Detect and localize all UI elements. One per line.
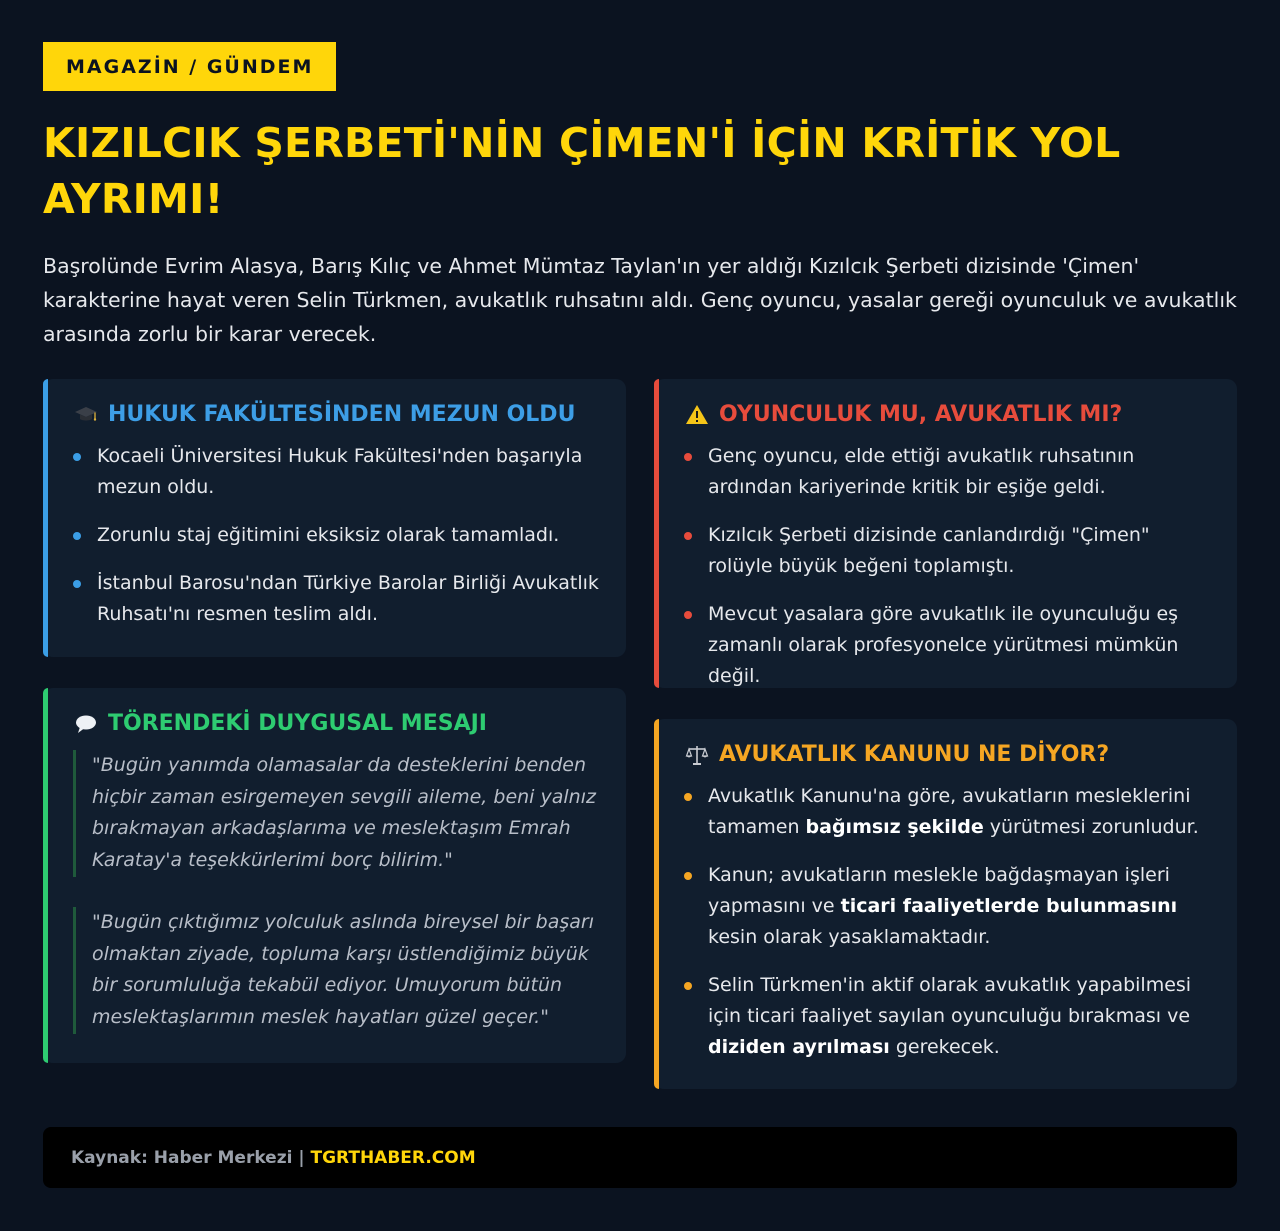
list-item-text: Genç oyuncu, elde ettiği avukatlık ruhsatının ardından kariyerinde kritik bir eşiğe geldi. <box>708 445 1135 498</box>
list-item <box>684 441 1211 503</box>
lead-paragraph: Başrolünde Evrim Alasya, Barış Kılıç ve Ahmet Mümtaz Taylan'ın yer aldığı Kızılcık Şerbeti dizisinde 'Çimen' karakterine hayat veren Selin Türkmen, avukatlık ruhsatını aldı. Genç oyuncu, yasalar gereği oyunculuk ve avukatlık arasında zorlu bir karar verecek. <box>43 254 1237 346</box>
education-title-text: HUKUK FAKÜLTESİNDEN MEZUN OLDU <box>108 402 576 427</box>
list-item-emphasis: ticari faaliyetlerde bulunmasını <box>840 895 1178 917</box>
list-item-text: Selin Türkmen'in aktif olarak avukatlık yapabilmesi için ticari faaliyet sayılan oyunculuğu bırakması ve <box>708 974 1192 1027</box>
education-card <box>43 379 626 657</box>
dilemma-card <box>654 379 1237 688</box>
bullet-dot <box>73 532 81 540</box>
quote: "Bugün çıktığımız yolculuk aslında bireysel bir başarı olmaktan ziyade, topluma karşı üstlendiğimiz büyük bir sorumluluğa tekabül ediyor. Umuyorum bütün meslektaşlarımın meslek hayatları güzel geçer." <box>73 907 600 1034</box>
scales-icon <box>684 742 710 768</box>
education-list <box>73 441 600 630</box>
list-item-text: Zorunlu staj eğitimini eksiksiz olarak tamamladı. <box>97 524 560 546</box>
message-card <box>43 688 626 1063</box>
bullet-dot <box>684 793 692 801</box>
education-card-title <box>73 401 600 429</box>
list-item-text: yürütmesi zorunludur. <box>983 816 1199 838</box>
bullet-dot <box>73 453 81 461</box>
bullet-dot <box>684 532 692 540</box>
dilemma-title-text: OYUNCULUK MU, AVUKATLIK MI? <box>719 402 1123 427</box>
warning-icon <box>684 402 710 428</box>
footer <box>43 1127 1237 1188</box>
law-title-text: AVUKATLIK KANUNU NE DİYOR? <box>719 742 1110 767</box>
bullet-dot <box>684 872 692 880</box>
category-tag: MAGAZİN / GÜNDEM <box>43 42 336 91</box>
dilemma-list <box>684 441 1211 692</box>
brand-link[interactable]: TGRTHABER.COM <box>310 1147 476 1168</box>
list-item-text: Mevcut yasalara göre avukatlık ile oyunculuğu eş zamanlı olarak profesyonelce yürütmesi mümkün değil. <box>708 603 1179 687</box>
bullet-dot <box>73 580 81 588</box>
speech-bubble-icon <box>73 711 99 737</box>
list-item <box>684 970 1211 1063</box>
list-item <box>73 441 600 503</box>
list-item-emphasis: bağımsız şekilde <box>805 816 984 838</box>
message-title-text: TÖRENDEKİ DUYGUSAL MESAJI <box>108 711 487 736</box>
list-item <box>684 599 1211 692</box>
graduation-cap-icon <box>73 402 99 428</box>
list-item-text: kesin olarak yasaklamaktadır. <box>708 926 991 948</box>
list-item-text: İstanbul Barosu'ndan Türkiye Barolar Birliği Avukatlık Ruhsatı'nı resmen teslim aldı. <box>97 572 599 625</box>
bullet-dot <box>684 982 692 990</box>
quotes <box>73 750 600 1034</box>
message-card-title <box>73 710 600 738</box>
law-list <box>684 781 1211 1063</box>
list-item <box>684 860 1211 953</box>
article <box>43 42 1237 1058</box>
list-item-text: Avukatlık Kanunu'na göre, avukatların mesleklerini tamamen <box>708 785 1191 838</box>
list-item-text: gerekecek. <box>889 1036 1000 1058</box>
list-item <box>73 520 600 551</box>
list-item-text: Kanun; avukatların meslekle bağdaşmayan işleri yapmasını ve <box>708 864 1170 917</box>
list-item <box>684 520 1211 582</box>
bullet-dot <box>684 611 692 619</box>
list-item <box>73 568 600 630</box>
law-card-title <box>684 741 1211 769</box>
list-item-text: Kocaeli Üniversitesi Hukuk Fakültesi'nden başarıyla mezun oldu. <box>97 445 583 498</box>
source-label: Kaynak: Haber Merkezi | <box>71 1147 311 1168</box>
list-item-text: Kızılcık Şerbeti dizisinde canlandırdığı "Çimen" rolüyle büyük beğeni toplamıştı. <box>708 524 1150 577</box>
bullet-dot <box>684 453 692 461</box>
dilemma-card-title <box>684 401 1211 429</box>
headline: KIZILCIK ŞERBETİ'NİN ÇİMEN'İ İÇİN KRİTİK YOL AYRIMI! <box>43 119 1121 223</box>
law-card <box>654 719 1237 1089</box>
list-item-emphasis: diziden ayrılması <box>708 1036 890 1058</box>
quote: "Bugün yanımda olamasalar da desteklerini benden hiçbir zaman esirgemeyen sevgili aileme, beni yalnız bırakmayan arkadaşlarıma ve meslektaşım Emrah Karatay'a teşekkürlerimi borç bilirim." <box>73 750 600 877</box>
list-item <box>684 781 1211 843</box>
